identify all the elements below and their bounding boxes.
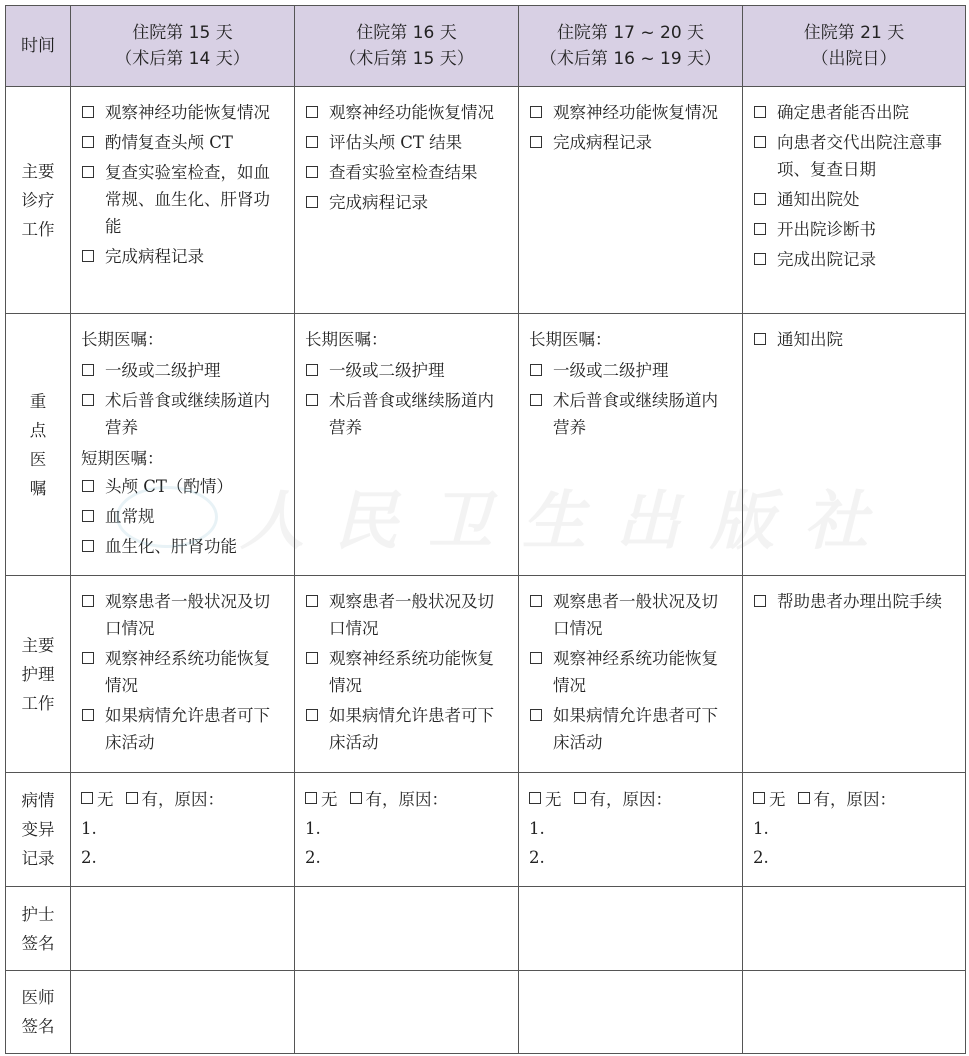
checkbox-icon[interactable] xyxy=(530,394,542,406)
variation-options xyxy=(81,785,286,814)
nursing-day21 xyxy=(743,576,966,773)
doctor-signature-day17-20[interactable] xyxy=(519,971,743,1054)
nursing-row xyxy=(6,576,966,773)
checkbox-icon[interactable] xyxy=(530,364,542,376)
item-text: 完成病程记录 xyxy=(553,133,652,152)
nursing-day17-20 xyxy=(519,576,743,773)
variation-options xyxy=(305,785,510,814)
row-label-line: 变异 xyxy=(21,820,55,839)
checkbox-icon[interactable] xyxy=(306,136,318,148)
checklist-item[interactable] xyxy=(81,357,286,384)
checklist-item[interactable] xyxy=(753,588,957,615)
checklist-item[interactable] xyxy=(81,99,286,126)
checkbox-icon[interactable] xyxy=(82,595,94,607)
item-text: 开出院诊断书 xyxy=(777,220,876,239)
checklist-item[interactable] xyxy=(305,387,510,441)
item-text: 术后普食或继续肠道内营养 xyxy=(329,391,494,437)
row-label-line: 主要 xyxy=(21,161,55,181)
checkbox-icon[interactable] xyxy=(530,595,542,607)
yes-option[interactable] xyxy=(126,785,225,814)
checklist-item[interactable] xyxy=(305,189,510,216)
item-text: 如果病情允许患者可下床活动 xyxy=(105,706,270,752)
checkbox-icon[interactable] xyxy=(306,106,318,118)
checklist-item[interactable] xyxy=(81,588,286,642)
checkbox-icon[interactable] xyxy=(305,792,317,804)
long-term-orders-heading: 长期医嘱： xyxy=(305,330,388,349)
day-label: 住院第 17 ~ 20 天 xyxy=(556,23,705,43)
none-option[interactable] xyxy=(305,785,338,814)
checklist-item[interactable] xyxy=(305,357,510,384)
checkbox-icon[interactable] xyxy=(306,709,318,721)
item-text: 观察神经系统功能恢复情况 xyxy=(553,649,718,695)
none-option[interactable] xyxy=(529,785,562,814)
day21-header xyxy=(743,6,966,87)
checkbox-icon[interactable] xyxy=(306,196,318,208)
option-text: 无 xyxy=(321,790,338,809)
row-label-line: 记录 xyxy=(21,849,55,868)
checkbox-icon[interactable] xyxy=(754,333,766,345)
nurse-signature-label xyxy=(6,887,71,971)
row-label-line: 护士 xyxy=(21,904,55,924)
reason-line-1[interactable]: 1. xyxy=(753,819,769,838)
diagnosis-day17-20 xyxy=(519,87,743,314)
item-text: 如果病情允许患者可下床活动 xyxy=(329,706,494,752)
item-text: 完成病程记录 xyxy=(105,247,204,266)
checklist-item[interactable] xyxy=(305,702,510,756)
item-text: 观察神经系统功能恢复情况 xyxy=(105,649,270,695)
diagnosis-day15 xyxy=(71,87,295,314)
reason-line-1[interactable]: 1. xyxy=(529,819,545,838)
publisher-logo-watermark xyxy=(116,486,218,548)
checklist-item[interactable] xyxy=(753,326,957,353)
option-text: 无 xyxy=(97,790,114,809)
option-text: 无 xyxy=(545,790,562,809)
post-op-label: （术后第 15 天） xyxy=(339,49,474,69)
item-text: 观察患者一般状况及切口情况 xyxy=(329,592,494,638)
item-text: 通知出院处 xyxy=(777,190,860,209)
checkbox-icon[interactable] xyxy=(754,193,766,205)
checkbox-icon[interactable] xyxy=(306,652,318,664)
yes-option[interactable] xyxy=(574,785,673,814)
checkbox-icon[interactable] xyxy=(82,394,94,406)
item-text: 术后普食或继续肠道内营养 xyxy=(553,391,718,437)
row-label-line: 医 xyxy=(29,449,47,469)
nurse-signature-day21[interactable] xyxy=(743,887,966,971)
item-text: 一级或二级护理 xyxy=(105,361,221,380)
day-label: 住院第 21 天 xyxy=(803,23,905,43)
orders-day16 xyxy=(295,314,519,576)
nursing-day15 xyxy=(71,576,295,773)
checkbox-icon[interactable] xyxy=(306,364,318,376)
variation-day17-20 xyxy=(519,773,743,887)
checklist-item[interactable] xyxy=(753,216,957,243)
checkbox-icon[interactable] xyxy=(529,792,541,804)
item-text: 完成病程记录 xyxy=(329,193,428,212)
diagnosis-day21 xyxy=(743,87,966,314)
checklist-item[interactable] xyxy=(529,129,734,156)
checklist-item[interactable] xyxy=(305,99,510,126)
option-text: 有，原因： xyxy=(365,790,448,809)
item-text: 向患者交代出院注意事项、复查日期 xyxy=(777,133,942,179)
checkbox-icon[interactable] xyxy=(126,792,138,804)
variation-options xyxy=(529,785,734,814)
nurse-signature-day15[interactable] xyxy=(71,887,295,971)
checklist-item[interactable] xyxy=(81,387,286,441)
reason-line-2[interactable]: 2. xyxy=(305,848,321,867)
checklist-item[interactable] xyxy=(753,99,957,126)
checklist-item[interactable] xyxy=(529,645,734,699)
item-text: 血常规 xyxy=(105,507,155,526)
row-label-line: 重 xyxy=(29,391,47,411)
item-text: 一级或二级护理 xyxy=(553,361,669,380)
variation-options xyxy=(753,785,957,814)
orders-label xyxy=(6,314,71,576)
checklist-item[interactable] xyxy=(753,186,957,213)
checkbox-icon[interactable] xyxy=(82,136,94,148)
checkbox-icon[interactable] xyxy=(574,792,586,804)
checkbox-icon[interactable] xyxy=(306,595,318,607)
checklist-item[interactable] xyxy=(81,129,286,156)
row-label-line: 病情 xyxy=(21,791,55,810)
nursing-day16 xyxy=(295,576,519,773)
nursing-label xyxy=(6,576,71,773)
checkbox-icon[interactable] xyxy=(530,136,542,148)
checkbox-icon[interactable] xyxy=(82,166,94,178)
checklist-item[interactable] xyxy=(529,357,734,384)
checkbox-icon[interactable] xyxy=(82,709,94,721)
item-text: 观察患者一般状况及切口情况 xyxy=(553,592,718,638)
option-text: 有，原因： xyxy=(813,790,896,809)
day16-header xyxy=(295,6,519,87)
checkbox-icon[interactable] xyxy=(306,166,318,178)
reason-line-2[interactable]: 2. xyxy=(81,848,97,867)
checkbox-icon[interactable] xyxy=(82,250,94,262)
variation-day15 xyxy=(71,773,295,887)
yes-option[interactable] xyxy=(350,785,449,814)
reason-line-1[interactable]: 1. xyxy=(305,819,321,838)
checkbox-icon[interactable] xyxy=(754,595,766,607)
item-text: 观察神经功能恢复情况 xyxy=(105,103,270,122)
day-label: 住院第 16 天 xyxy=(356,23,457,43)
checkbox-icon[interactable] xyxy=(82,106,94,118)
row-label-line: 护理 xyxy=(21,664,55,684)
diagnosis-label xyxy=(6,87,71,314)
doctor-signature-day16[interactable] xyxy=(295,971,519,1054)
checklist-item[interactable] xyxy=(529,387,734,441)
item-text: 观察患者一般状况及切口情况 xyxy=(105,592,270,638)
variation-label xyxy=(6,773,71,887)
long-term-orders-heading: 长期医嘱： xyxy=(529,330,612,349)
time-label: 时间 xyxy=(21,36,55,56)
none-option[interactable] xyxy=(81,785,114,814)
reason-line-1[interactable]: 1. xyxy=(81,819,97,838)
checkbox-icon[interactable] xyxy=(530,709,542,721)
long-term-orders-heading: 长期医嘱： xyxy=(81,330,164,349)
checklist-item[interactable] xyxy=(529,702,734,756)
variation-row xyxy=(6,773,966,887)
reason-line-2[interactable]: 2. xyxy=(529,848,545,867)
row-label-line: 医师 xyxy=(21,988,55,1007)
checklist-item[interactable] xyxy=(529,99,734,126)
item-text: 完成出院记录 xyxy=(777,250,876,269)
checkbox-icon[interactable] xyxy=(350,792,362,804)
checkbox-icon[interactable] xyxy=(82,652,94,664)
item-text: 评估头颅 CT 结果 xyxy=(329,133,463,152)
item-text: 术后普食或继续肠道内营养 xyxy=(105,391,270,437)
checkbox-icon[interactable] xyxy=(798,792,810,804)
day17-20-header xyxy=(519,6,743,87)
doctor-signature-label xyxy=(6,971,71,1054)
checkbox-icon[interactable] xyxy=(753,792,765,804)
item-text: 观察神经功能恢复情况 xyxy=(329,103,494,122)
checkbox-icon[interactable] xyxy=(82,364,94,376)
item-text: 复查实验室检查，如血常规、血生化、肝肾功能 xyxy=(105,163,270,236)
day-label: 住院第 15 天 xyxy=(132,23,233,43)
diagnosis-day16 xyxy=(295,87,519,314)
item-text: 帮助患者办理出院手续 xyxy=(777,592,942,611)
checkbox-icon[interactable] xyxy=(82,510,94,522)
checklist-item[interactable] xyxy=(305,645,510,699)
row-label-line: 诊疗 xyxy=(21,190,55,210)
publisher-watermark: 人民卫生出版社 xyxy=(240,484,898,559)
doctor-signature-day15[interactable] xyxy=(71,971,295,1054)
checklist-item[interactable] xyxy=(529,588,734,642)
checklist-item[interactable] xyxy=(753,246,957,273)
diagnosis-row xyxy=(6,87,966,314)
row-label-line: 工作 xyxy=(21,219,55,239)
header-row xyxy=(6,6,966,87)
option-text: 有，原因： xyxy=(141,790,224,809)
short-term-orders-heading: 短期医嘱： xyxy=(81,449,164,468)
checklist-item[interactable] xyxy=(81,159,286,240)
row-label-line: 主要 xyxy=(21,635,55,655)
checkbox-icon[interactable] xyxy=(530,652,542,664)
item-text: 头颅 CT（酌情） xyxy=(105,477,233,496)
item-text: 如果病情允许患者可下床活动 xyxy=(553,706,718,752)
checkbox-icon[interactable] xyxy=(306,394,318,406)
reason-line-2[interactable]: 2. xyxy=(753,848,769,867)
post-op-label: （术后第 14 天） xyxy=(115,49,250,69)
doctor-signature-day21[interactable] xyxy=(743,971,966,1054)
checklist-item[interactable] xyxy=(81,243,286,270)
row-label-line: 工作 xyxy=(21,693,55,713)
variation-day21 xyxy=(743,773,966,887)
checkbox-icon[interactable] xyxy=(754,253,766,265)
item-text: 血生化、肝肾功能 xyxy=(105,537,237,556)
item-text: 酌情复查头颅 CT xyxy=(105,133,233,152)
checkbox-icon[interactable] xyxy=(81,792,93,804)
item-text: 查看实验室检查结果 xyxy=(329,163,478,182)
nurse-signature-day17-20[interactable] xyxy=(519,887,743,971)
item-text: 确定患者能否出院 xyxy=(777,103,909,122)
nurse-signature-row xyxy=(6,887,966,971)
yes-option[interactable] xyxy=(798,785,897,814)
checkbox-icon[interactable] xyxy=(82,480,94,492)
checklist-item[interactable] xyxy=(305,129,510,156)
row-label-line: 签名 xyxy=(21,933,55,953)
row-label-line: 点 xyxy=(29,420,47,440)
checklist-item[interactable] xyxy=(305,159,510,186)
item-text: 一级或二级护理 xyxy=(329,361,445,380)
checkbox-icon[interactable] xyxy=(82,540,94,552)
option-text: 无 xyxy=(769,790,786,809)
item-text: 通知出院 xyxy=(777,330,843,349)
none-option[interactable] xyxy=(753,785,786,814)
item-text: 观察神经功能恢复情况 xyxy=(553,103,718,122)
checklist-item[interactable] xyxy=(81,702,286,756)
row-label-line: 签名 xyxy=(21,1017,55,1036)
checkbox-icon[interactable] xyxy=(754,106,766,118)
orders-day17-20 xyxy=(519,314,743,576)
doctor-signature-row xyxy=(6,971,966,1054)
checkbox-icon[interactable] xyxy=(754,223,766,235)
nurse-signature-day16[interactable] xyxy=(295,887,519,971)
post-op-label: （出院日） xyxy=(811,49,897,69)
variation-day16 xyxy=(295,773,519,887)
post-op-label: （术后第 16 ~ 19 天） xyxy=(539,49,722,69)
day15-header xyxy=(71,6,295,87)
orders-day21 xyxy=(743,314,966,576)
checkbox-icon[interactable] xyxy=(754,136,766,148)
option-text: 有，原因： xyxy=(589,790,672,809)
row-label-line: 嘱 xyxy=(29,478,47,498)
item-text: 观察神经系统功能恢复情况 xyxy=(329,649,494,695)
checklist-item[interactable] xyxy=(305,588,510,642)
checkbox-icon[interactable] xyxy=(530,106,542,118)
checklist-item[interactable] xyxy=(753,129,957,183)
time-header xyxy=(6,6,71,87)
checklist-item[interactable] xyxy=(81,645,286,699)
